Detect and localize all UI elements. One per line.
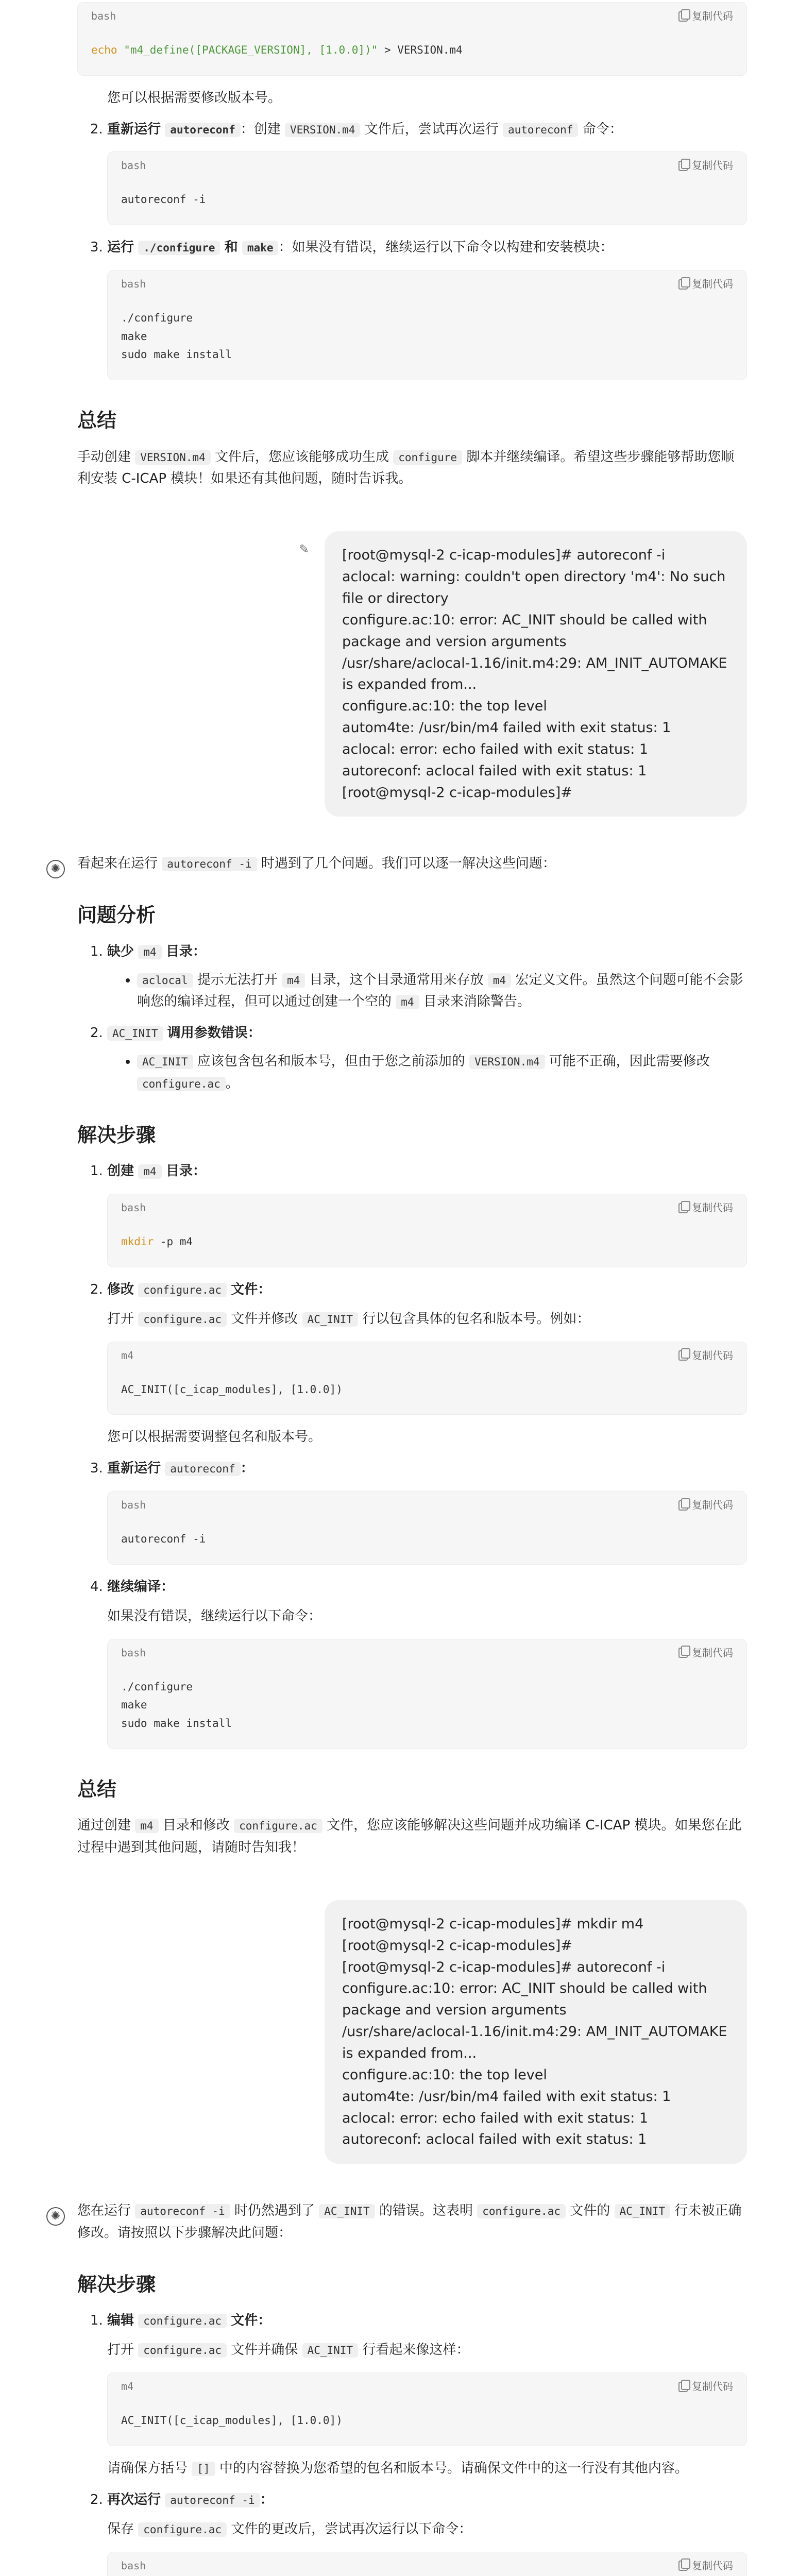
user-bubble: [root@mysql-2 c-icap-modules]# autoreconf -i aclocal: warning: couldn't open directory 'm4': No such file or directory configure.ac:10: error: AC_INIT should be called with package and version arguments /usr/share/aclocal-1.16/init.m4:29: AM_INIT_AUTOMAKE is expanded from... configure.ac:10: the top level autom4te: /usr/bin/m4 failed with exit status: 1 aclocal: error: echo failed with exit status: 1 autoreconf: aclocal failed with exit status: 1 [root@mysql-2 c-icap-modules]#: [325, 531, 747, 817]
step-text: 打开 configure.ac 文件并确保 AC_INIT 行看起来像这样：: [107, 2342, 470, 2358]
steps-list: [77, 118, 747, 381]
copy-icon: [678, 11, 688, 22]
copy-icon: [678, 2561, 688, 2571]
section-heading: 总结: [77, 409, 117, 432]
copy-icon: [678, 161, 688, 171]
assistant-avatar-icon: ✺: [46, 2207, 65, 2226]
code-block: [107, 2372, 747, 2446]
code-header: bash 复制代码: [108, 270, 746, 298]
edit-icon[interactable]: ✎: [299, 542, 310, 557]
steps-list: [77, 2310, 747, 2576]
user-message-1: [77, 531, 747, 817]
step-text: 如果没有错误，继续运行以下命令：: [107, 1608, 322, 1624]
code-header: bash 复制代码: [108, 1194, 746, 1222]
summary-text: 手动创建 VERSION.m4 文件后，您应该能够成功生成 configure 脚本并继续编译。希望这些步骤能够帮助您顺利安装 C-ICAP 模块！如果还有其他问题，随时告诉我。: [77, 449, 735, 487]
steps-list: [77, 1160, 747, 1749]
copy-icon: [678, 1500, 688, 1511]
step-text: 打开 configure.ac 文件并修改 AC_INIT 行以包含具体的包名和版本号。例如：: [107, 1311, 590, 1327]
list-item: 2. 再次运行 autoreconf -i ： 保存 configure.ac 文件的更改后，尝试再次运行以下命令： bash 复制代码: [107, 2489, 747, 2576]
copy-icon: [678, 1648, 688, 1658]
code-header: bash 复制代码: [108, 2552, 746, 2576]
sub-list: [107, 969, 747, 1013]
intro-text: 您在运行 autoreconf -i 时仍然遇到了 AC_INIT 的错误。这表明 configure.ac 文件的 AC_INIT 行未被正确修改。请按照以下步骤解决此问题：: [77, 2203, 742, 2241]
code-content: ./configure make sudo make install: [121, 1680, 232, 1730]
code-block: [107, 151, 747, 225]
copy-code-button[interactable]: 复制代码: [678, 276, 733, 293]
list-item: 3. 运行 ./configure 和 make ：如果没有错误，继续运行以下命令以构建和安装模块： bash 复制代码 ./configure make sudo make install: [107, 236, 747, 380]
code-block: [77, 2, 747, 76]
copy-icon: [678, 1203, 688, 1213]
list-item: 2. 修改 configure.ac 文件： 打开 configure.ac 文件并修改 AC_INIT 行以包含具体的包名和版本号。例如： m4 复制代码 AC_INIT([c_icap_modules], [1.0.0]) 您可以根据需要调整包名和版本号。: [107, 1279, 747, 1448]
code-content: autoreconf -i: [121, 1533, 206, 1546]
step-text: 保存 configure.ac 文件的更改后，尝试再次运行以下命令：: [107, 2521, 472, 2537]
code-content: autoreconf -i: [121, 193, 206, 206]
copy-code-button[interactable]: 复制代码: [678, 157, 733, 174]
code-block: [107, 1491, 747, 1565]
list-item: 4. 继续编译： 如果没有错误，继续运行以下命令： bash 复制代码 ./configure make sudo make install: [107, 1576, 747, 1749]
code-header: bash 复制代码: [108, 1639, 746, 1667]
section-heading: 解决步骤: [77, 2273, 156, 2296]
code-header: bash 复制代码: [108, 1492, 746, 1519]
code-content: ./configure make sudo make install: [121, 312, 232, 361]
code-block: [107, 270, 747, 380]
code-header: bash 复制代码: [108, 152, 746, 179]
copy-code-button[interactable]: 复制代码: [678, 2378, 733, 2395]
copy-icon: [678, 2382, 688, 2392]
note: 请确保方括号 [] 中的内容替换为您希望的包名和版本号。请确保文件中的这一行没有其他内容。: [107, 2460, 688, 2476]
summary-text: 通过创建 m4 目录和修改 configure.ac 文件，您应该能够解决这些问题并成功编译 C-ICAP 模块。如果您在此过程中遇到其他问题，请随时告知我！: [77, 1818, 742, 1856]
copy-code-button[interactable]: 复制代码: [678, 1199, 733, 1216]
code-content: AC_INIT([c_icap_modules], [1.0.0]): [121, 1383, 343, 1396]
conversation: [50, 0, 747, 2576]
note: 您可以根据需要修改版本号。: [107, 90, 282, 106]
intro-text: 看起来在运行 autoreconf -i 时遇到了几个问题。我们可以逐一解决这些问题：: [77, 856, 556, 872]
code-block: [107, 1639, 747, 1749]
code-content: echo "m4_define([PACKAGE_VERSION], [1.0.0])" > VERSION.m4: [91, 44, 463, 56]
assistant-message-2: [50, 853, 747, 1859]
note: 您可以根据需要调整包名和版本号。: [107, 1429, 322, 1445]
code-header: [78, 3, 746, 30]
assistant-message-1: [77, 0, 747, 490]
list-item: • AC_INIT 应该包含包名和版本号，但由于您之前添加的 VERSION.m4 可能不正确，因此需要修改 configure.ac 。: [137, 1050, 747, 1095]
analysis-list: [77, 941, 747, 1095]
list-item: 2. AC_INIT 调用参数错误： • AC_INIT 应该包含包名和版本号，但由于您之前添加的 VERSION.m4 可能不正确，因此需要修改 configure.ac 。: [107, 1022, 747, 1095]
assistant-message-3: [50, 2200, 747, 2576]
chat-container: [46, 0, 752, 2576]
assistant-avatar-icon: ✺: [46, 860, 65, 878]
copy-code-button[interactable]: 复制代码: [678, 8, 733, 25]
copy-icon: [678, 279, 688, 290]
section-heading: 问题分析: [77, 904, 156, 927]
section-heading: 解决步骤: [77, 1124, 156, 1147]
list-item: 1. 缺少 m4 目录： • aclocal 提示无法打开 m4 目录，这个目录通常用来存放 m4 宏定义文件。虽然这个问题可能不会影响您的编译过程，但可以通过创建一个空的 m4 目录来消除警告。: [107, 941, 747, 1013]
code-content: AC_INIT([c_icap_modules], [1.0.0]): [121, 2414, 343, 2427]
code-block: [107, 2552, 747, 2576]
list-item: 3. 重新运行 autoreconf ： bash 复制代码 autoreconf -i: [107, 1458, 747, 1565]
user-bubble: [root@mysql-2 c-icap-modules]# mkdir m4 [root@mysql-2 c-icap-modules]# [root@mysql-2 c-icap-modules]# autoreconf -i configure.ac:10: error: AC_INIT should be called with package and version arguments /usr/share/aclocal-1.16/init.m4:29: AM_INIT_AUTOMAKE is expanded from... configure.ac:10: the top level autom4te: /usr/bin/m4 failed with exit status: 1 aclocal: error: echo failed with exit status: 1 autoreconf: aclocal failed with exit status: 1: [325, 1900, 747, 2164]
section-heading: 总结: [77, 1777, 117, 1801]
code-block: [107, 1194, 747, 1267]
list-item: 1. 创建 m4 目录： bash 复制代码 mkdir -p m4: [107, 1160, 747, 1267]
user-message-2: [77, 1900, 747, 2164]
code-header: m4 复制代码: [108, 2373, 746, 2400]
code-header: m4 复制代码: [108, 1342, 746, 1369]
list-item: 2. 重新运行 autoreconf ：创建 VERSION.m4 文件后，尝试再次运行 autoreconf 命令： bash 复制代码 autoreconf -i: [107, 118, 747, 226]
code-block: [107, 1342, 747, 1415]
list-item: 1. 编辑 configure.ac 文件： 打开 configure.ac 文件并确保 AC_INIT 行看起来像这样： m4 复制代码 AC_INIT([c_icap_modules], [1.0.0]) 请确保方括号 [] 中的内容替换为您希望的包名和版本号。请确保文件中的这一行没有其他内容。: [107, 2310, 747, 2479]
copy-code-button[interactable]: 复制代码: [678, 2557, 733, 2574]
copy-code-button[interactable]: 复制代码: [678, 1347, 733, 1364]
list-item: • aclocal 提示无法打开 m4 目录，这个目录通常用来存放 m4 宏定义文件。虽然这个问题可能不会影响您的编译过程，但可以通过创建一个空的 m4 目录来消除警告。: [137, 969, 747, 1013]
copy-code-button[interactable]: 复制代码: [678, 1497, 733, 1514]
code-lang: bash: [91, 10, 116, 22]
code-content: mkdir -p m4: [121, 1235, 193, 1248]
copy-code-button[interactable]: 复制代码: [678, 1645, 733, 1662]
copy-icon: [678, 1350, 688, 1361]
sub-list: [107, 1050, 747, 1095]
